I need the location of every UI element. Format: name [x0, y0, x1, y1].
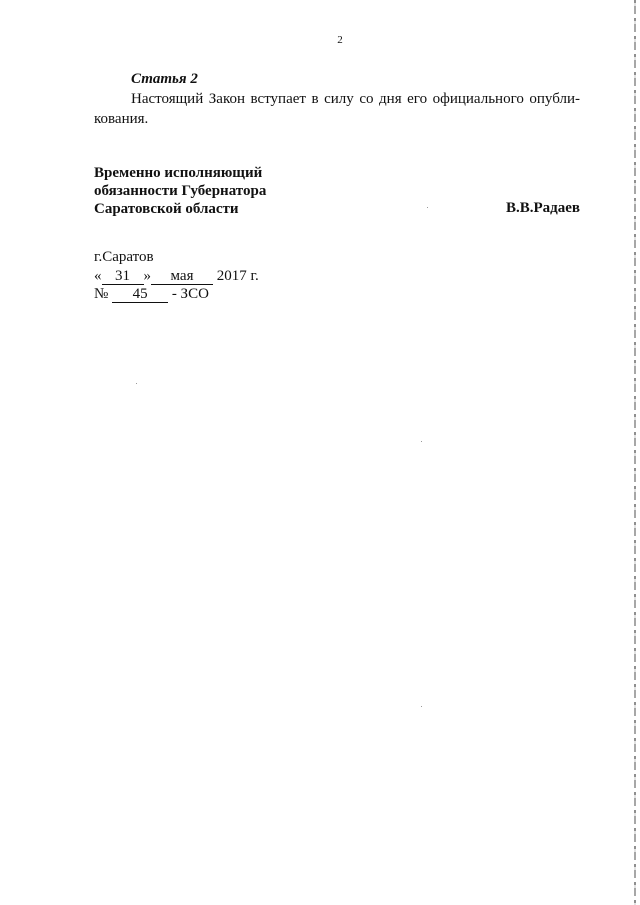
scan-speck: [421, 706, 422, 707]
law-number-suffix: - ЗСО: [171, 286, 209, 302]
date-close-quote: »: [143, 268, 151, 284]
signatory-position: [94, 164, 266, 218]
article-text-line-2: кования.: [94, 111, 149, 127]
scan-speck: [427, 207, 428, 208]
law-number-prefix: №: [94, 286, 109, 302]
law-number-value: 45: [112, 287, 168, 303]
signatory-position-line-2: обязанности Губернатора: [94, 183, 267, 199]
article-heading: Статья 2: [131, 71, 198, 87]
signatory-name: В.В.Радаев: [505, 200, 580, 216]
date-month: мая: [151, 269, 213, 285]
date-open-quote: «: [94, 268, 102, 284]
scan-speck: [421, 441, 422, 442]
scan-page-edge: [634, 0, 636, 905]
article-text-line-1: Настоящий Закон вступает в силу со дня его официального опубли-: [131, 91, 580, 107]
law-number-line: [94, 286, 209, 303]
date-year: 2017 г.: [216, 268, 259, 284]
city-line: г.Саратов: [94, 249, 154, 265]
scan-speck: [136, 383, 137, 384]
date-day: 31: [102, 269, 144, 285]
date-line: [94, 268, 259, 285]
page-number: 2: [337, 34, 343, 46]
signatory-position-line-3: Саратовской области: [94, 201, 239, 217]
signatory-position-line-1: Временно исполняющий: [94, 165, 263, 181]
